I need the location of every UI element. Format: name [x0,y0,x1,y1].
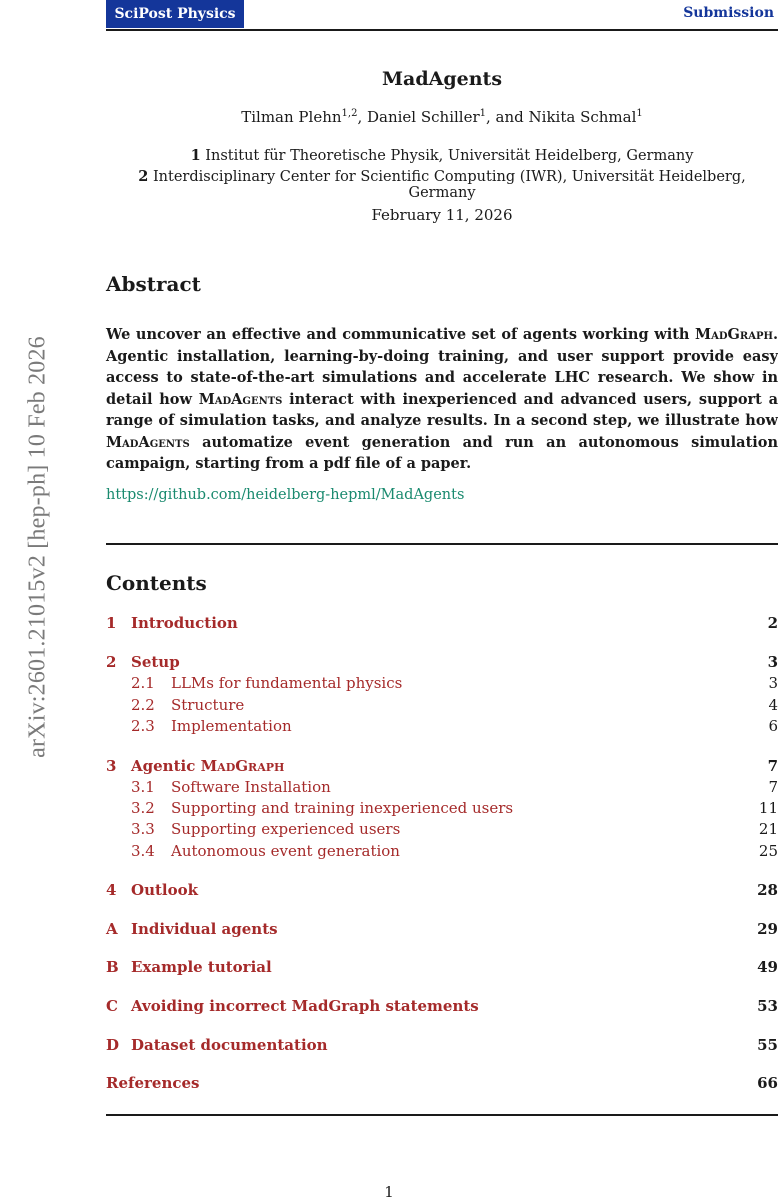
toc-entry[interactable] [106,757,778,778]
toc-entry-page: 66 [757,1074,778,1092]
toc-entry-page: 21 [758,820,778,838]
author-separator: , [357,108,367,126]
toc-entry-page: 29 [757,920,778,938]
toc-entry[interactable] [106,799,778,820]
abstract-software-name: MadGraph [695,326,773,343]
toc-entry-label[interactable]: Supporting and training inexperienced users [171,799,514,817]
journal-badge[interactable]: SciPost Physics [106,0,244,28]
abstract-software-name: MadAgents [106,433,190,451]
toc-entry-label[interactable]: Outlook [131,881,199,899]
affiliation-text: Interdisciplinary Center for Scientific Computing (IWR), Universität Heidelberg, Germany [152,169,746,201]
toc-entry[interactable] [106,653,778,674]
toc-entry-page: 53 [757,997,778,1015]
toc-entry-label[interactable]: Dataset documentation [131,1036,328,1054]
affiliation-number: 1 [190,147,201,164]
toc-entry-label[interactable]: Supporting experienced users [171,820,401,838]
toc-entry-number: 3.4 [131,842,155,860]
author-list [106,108,778,126]
toc-entry-page: 49 [757,958,778,976]
author-separator: , and [486,108,529,126]
header-bar [106,0,778,31]
toc-entry-number: 3 [106,757,117,775]
paper-date: February 11, 2026 [371,206,513,224]
toc-entry-number: 3.1 [131,778,155,796]
toc-entry-label[interactable]: Example tutorial [131,958,272,976]
toc-entry[interactable] [106,958,778,979]
toc-entry-number: 2 [106,653,117,671]
toc-entry-number: A [106,920,118,938]
abstract-fragment: interact with inexperienced and advanced users, support a range of simulation tasks, and analyze results. In a second step, we illustrate how [106,390,778,429]
toc-entry-label[interactable]: Implementation [171,717,292,735]
affiliation-number: 2 [138,168,149,185]
toc-entry-number: B [106,958,119,976]
toc-entry-number: C [106,997,118,1015]
toc-entry[interactable] [106,920,778,941]
toc-entry-label[interactable]: Software Installation [171,778,331,796]
toc-entry-page: 55 [757,1036,778,1054]
toc-entry[interactable] [106,820,778,841]
toc-entry-label-software: MadGraph [200,757,285,775]
toc-entry-number: 1 [106,614,117,632]
paper-title: MadAgents [381,68,503,90]
toc-entry[interactable] [106,842,778,863]
toc-entry-label[interactable]: Avoiding incorrect MadGraph statements [131,997,479,1015]
toc-entry-number: 2.2 [131,696,155,714]
toc-entry-page: 7 [768,778,778,796]
abstract-fragment: We uncover an effective and communicative set of agents working with [106,326,696,343]
toc-entry-page: 11 [758,799,778,817]
abstract-text [106,324,778,475]
toc-entry-page: 25 [758,842,778,860]
toc-entry-label-prefix: Agentic [131,757,201,775]
repository-link[interactable]: https://github.com/heidelberg-hepml/MadAgents [106,487,465,503]
toc-entry[interactable] [106,696,778,717]
toc-entry-page: 4 [768,696,778,714]
abstract-heading: Abstract [106,272,201,296]
author-name: Tilman Plehn [241,108,342,126]
toc-entry-number: 2.3 [131,717,155,735]
affiliation [106,147,778,164]
abstract-fragment: automatize event generation and run an autonomous simulation campaign, starting from a pdf file of a paper. [106,433,778,472]
toc-entry-label[interactable]: Structure [171,696,245,714]
affiliation-text: Institut für Theoretische Physik, Universität Heidelberg, Germany [205,148,694,164]
toc-entry[interactable] [106,881,778,902]
toc-entry-number: 2.1 [131,674,155,692]
affiliation [106,168,778,201]
author-affiliation-sup: 1 [479,108,487,119]
divider-rule [106,1114,778,1116]
toc-entry[interactable] [106,614,778,635]
toc-entry-page: 3 [768,674,778,692]
toc-entry-label[interactable]: Individual agents [131,920,278,938]
contents-heading: Contents [106,571,207,595]
toc-entry-number: 3.2 [131,799,155,817]
abstract-fragment: . Agentic installation, learning-by-doing training, and user support provide easy access to state-of-the-art simulations and accelerate LHC research. We show in detail how [106,326,778,408]
divider-rule [106,543,778,545]
toc-entry-label[interactable] [131,757,284,775]
toc-entry[interactable] [106,674,778,695]
toc-entry[interactable] [106,717,778,738]
author-name: Nikita Schmal [528,108,637,126]
toc-entry-page: 2 [767,614,778,632]
toc-entry-label[interactable]: Introduction [131,614,238,632]
toc-entry-number: 4 [106,881,117,899]
author-name: Daniel Schiller [366,108,480,126]
toc-entry-label[interactable]: Setup [131,653,180,671]
abstract-software-name: MadAgents [198,390,283,408]
author-affiliation-sup: 1 [636,108,643,119]
toc-entry-page: 7 [767,757,778,775]
toc-entry-label[interactable]: LLMs for fundamental physics [171,674,403,692]
toc-entry-page: 28 [757,881,778,899]
toc-entry[interactable] [106,997,778,1018]
toc-entry-label[interactable]: Autonomous event generation [171,842,400,860]
page-number: 1 [384,1183,394,1201]
arxiv-side-label: arXiv:2601.21015v2 [hep-ph] 10 Feb 2026 [24,336,51,758]
toc-entry[interactable] [106,778,778,799]
toc-entry-page: 3 [767,653,778,671]
toc-entry-page: 6 [768,717,778,735]
toc-entry[interactable] [106,1036,778,1057]
submission-label: Submission [683,5,774,21]
author-affiliation-sup: 1,2 [341,108,358,119]
toc-entry-number: 3.3 [131,820,155,838]
toc-entry-label[interactable]: References [106,1074,200,1092]
toc-entry-number: D [106,1036,120,1054]
toc-entry[interactable] [106,1074,778,1095]
